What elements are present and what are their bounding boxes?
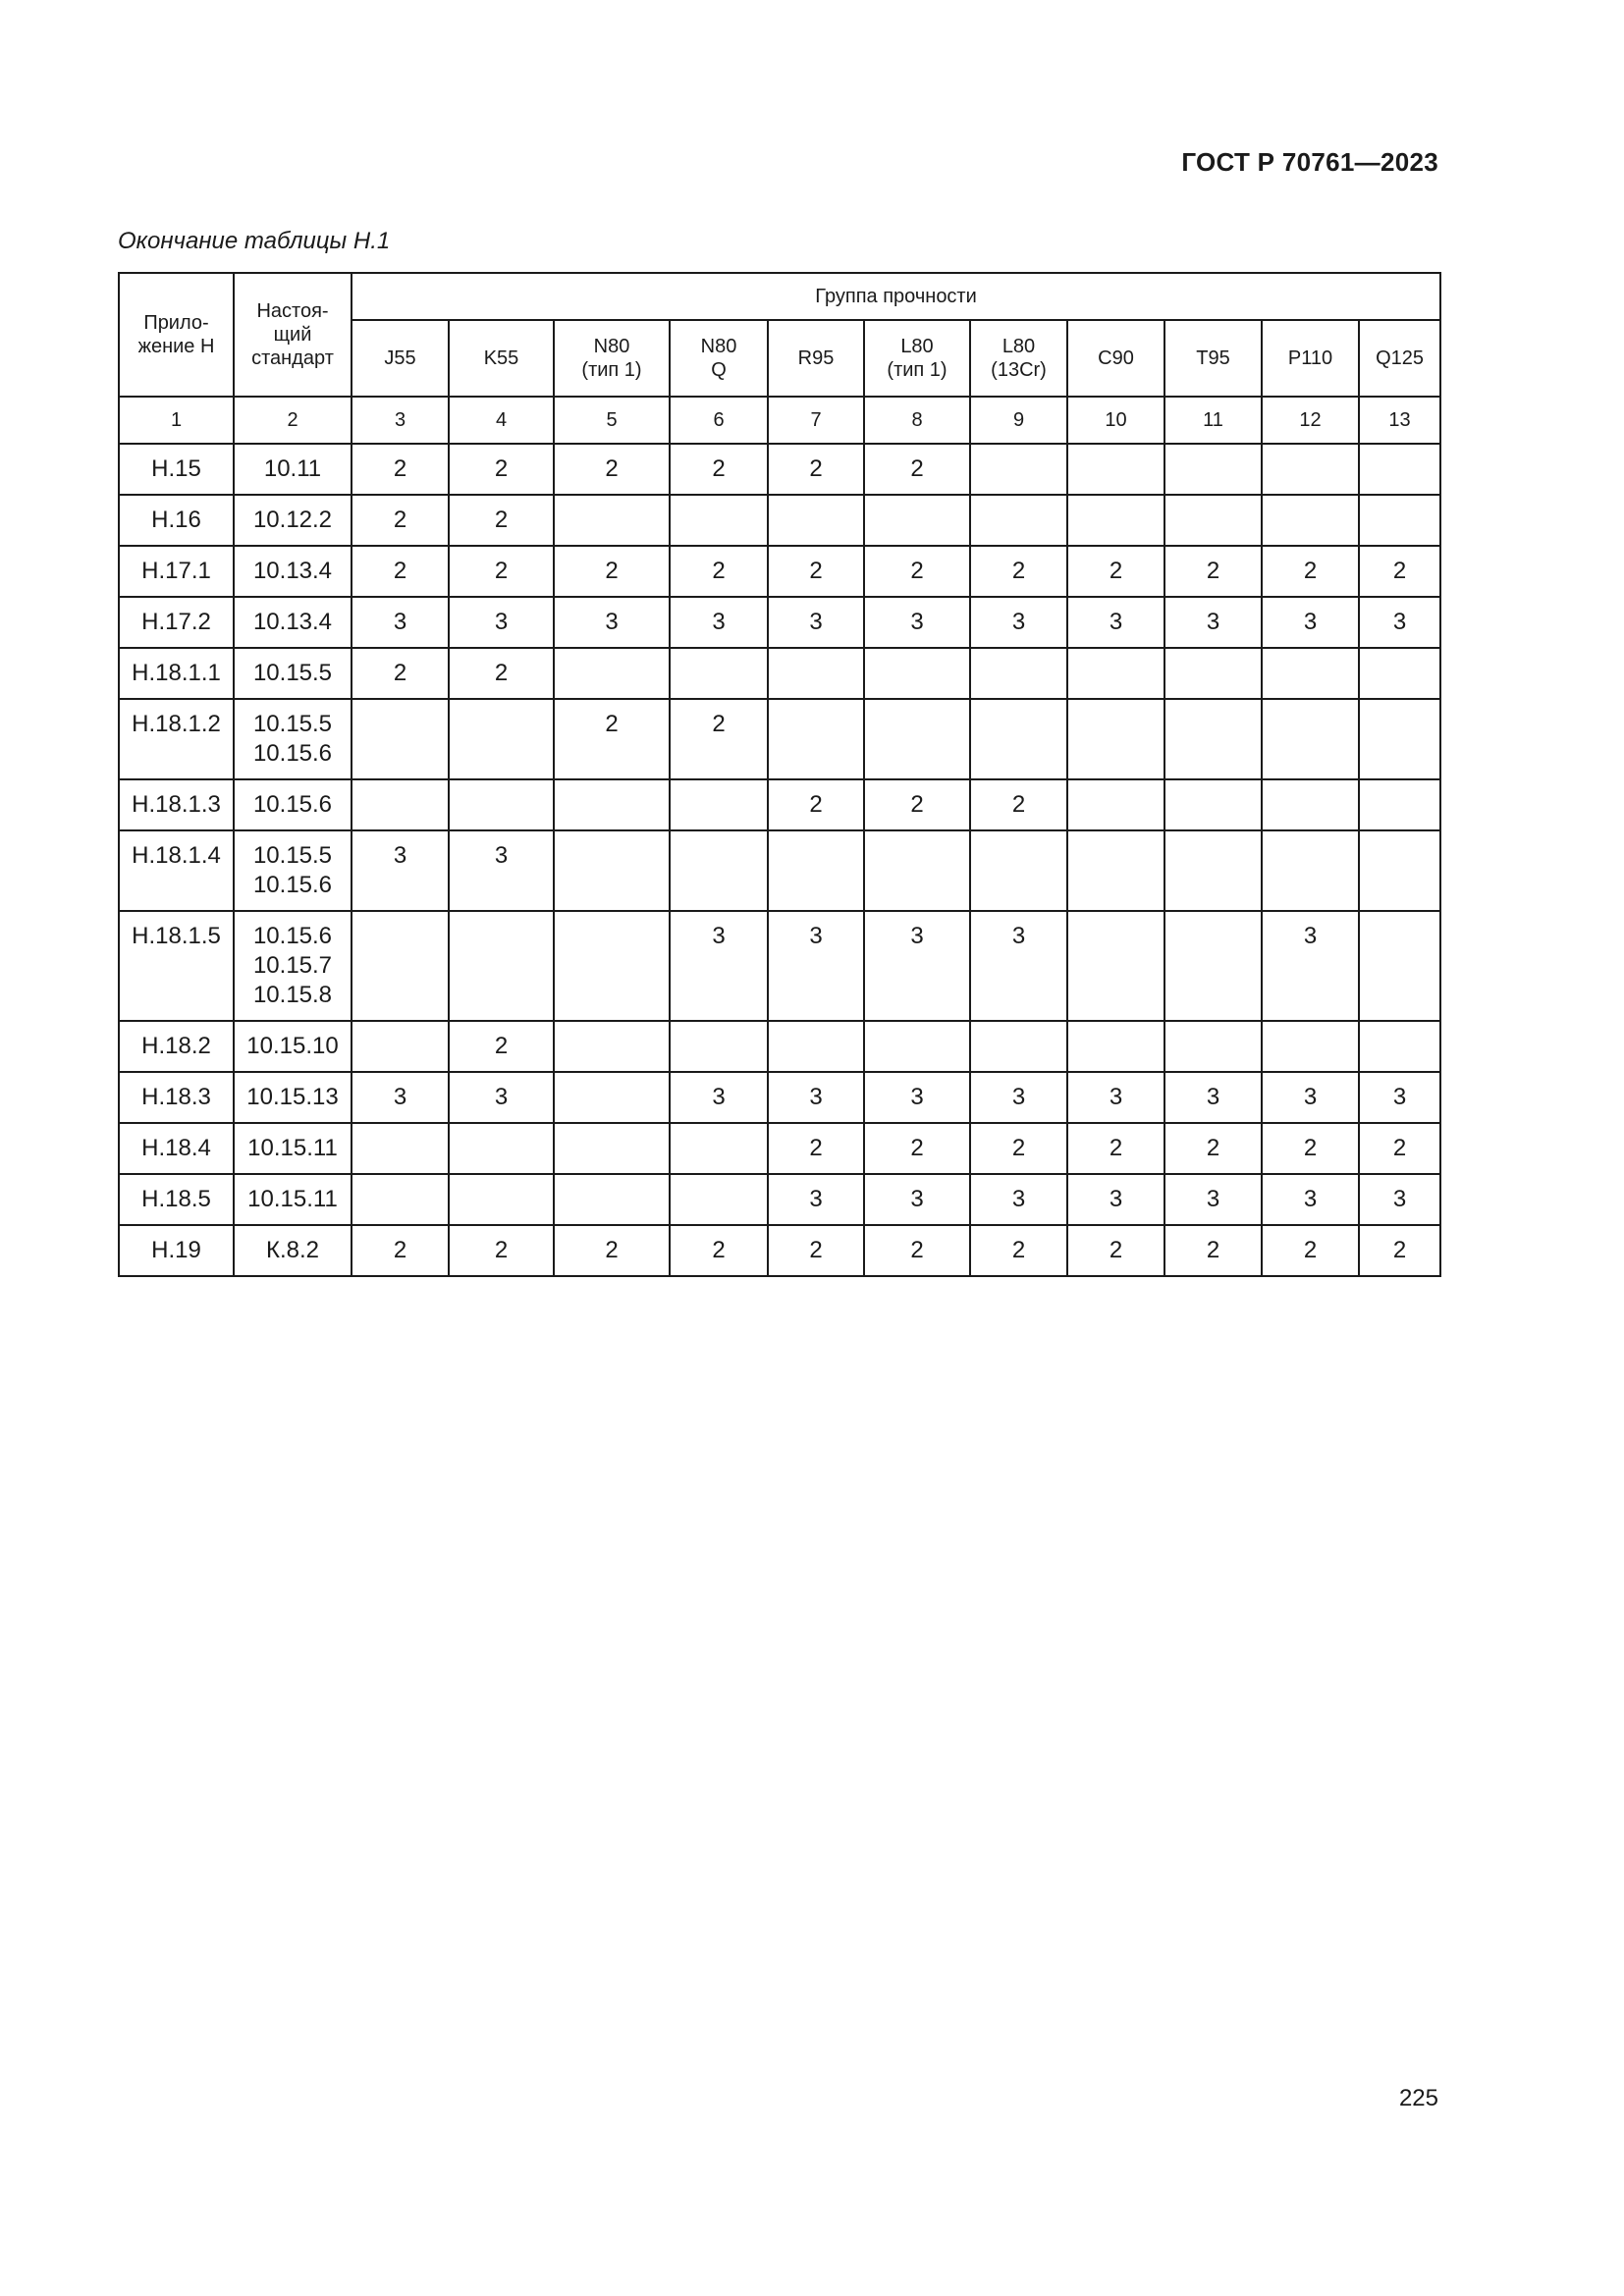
annex-cell: Н.18.1.3	[119, 779, 234, 830]
value-cell: 2	[352, 495, 449, 546]
value-cell	[768, 1021, 864, 1072]
value-cell: 3	[768, 911, 864, 1021]
value-cell	[554, 779, 670, 830]
annex-cell: Н.18.2	[119, 1021, 234, 1072]
value-cell: 3	[1067, 1072, 1164, 1123]
annex-cell: Н.18.1.5	[119, 911, 234, 1021]
value-cell: 2	[1067, 1123, 1164, 1174]
value-cell: 3	[970, 1174, 1067, 1225]
clause-cell: 10.15.5 10.15.6	[234, 699, 352, 779]
value-cell	[670, 495, 768, 546]
table-row	[119, 648, 1440, 699]
value-cell	[554, 911, 670, 1021]
column-number: 6	[670, 397, 768, 444]
value-cell	[1262, 779, 1359, 830]
column-number: 10	[1067, 397, 1164, 444]
value-cell: 3	[970, 597, 1067, 648]
value-cell	[1359, 444, 1440, 495]
value-cell	[449, 779, 554, 830]
value-cell	[1067, 495, 1164, 546]
value-cell	[670, 830, 768, 911]
value-cell	[352, 1123, 449, 1174]
value-cell: 2	[449, 546, 554, 597]
value-cell: 2	[1262, 1225, 1359, 1276]
value-cell	[864, 1021, 970, 1072]
column-number: 11	[1164, 397, 1262, 444]
clause-cell: 10.15.6	[234, 779, 352, 830]
value-cell: 2	[864, 779, 970, 830]
value-cell: 2	[970, 1225, 1067, 1276]
header-grade: P110	[1262, 320, 1359, 397]
value-cell: 2	[768, 444, 864, 495]
table-row	[119, 1021, 1440, 1072]
value-cell: 2	[970, 546, 1067, 597]
column-number: 9	[970, 397, 1067, 444]
value-cell: 3	[670, 911, 768, 1021]
value-cell	[1067, 911, 1164, 1021]
value-cell: 3	[1067, 1174, 1164, 1225]
value-cell	[554, 1021, 670, 1072]
column-number: 8	[864, 397, 970, 444]
value-cell	[554, 1123, 670, 1174]
annex-cell: Н.15	[119, 444, 234, 495]
value-cell	[864, 648, 970, 699]
header-clause: Настоя- щий стандарт	[234, 273, 352, 397]
value-cell: 3	[1262, 597, 1359, 648]
value-cell: 2	[554, 444, 670, 495]
table-row	[119, 444, 1440, 495]
value-cell	[1164, 699, 1262, 779]
value-cell: 2	[1359, 1225, 1440, 1276]
value-cell: 2	[1262, 546, 1359, 597]
table-row	[119, 830, 1440, 911]
value-cell	[864, 830, 970, 911]
value-cell: 2	[970, 779, 1067, 830]
value-cell	[1164, 495, 1262, 546]
annex-cell: Н.18.1.1	[119, 648, 234, 699]
header-grade: L80 (тип 1)	[864, 320, 970, 397]
value-cell	[970, 1021, 1067, 1072]
value-cell: 3	[864, 911, 970, 1021]
header-grade: R95	[768, 320, 864, 397]
value-cell	[768, 495, 864, 546]
clause-cell: К.8.2	[234, 1225, 352, 1276]
annex-cell: Н.18.1.2	[119, 699, 234, 779]
document-id: ГОСТ Р 70761—2023	[1181, 147, 1438, 177]
value-cell: 3	[1262, 1072, 1359, 1123]
clause-cell: 10.15.11	[234, 1174, 352, 1225]
value-cell	[1067, 1021, 1164, 1072]
clause-cell: 10.13.4	[234, 597, 352, 648]
value-cell: 2	[1164, 546, 1262, 597]
value-cell: 2	[352, 444, 449, 495]
table-row	[119, 1123, 1440, 1174]
page-number: 225	[1398, 2085, 1438, 2111]
value-cell: 3	[970, 911, 1067, 1021]
value-cell: 2	[768, 546, 864, 597]
table-row	[119, 1225, 1440, 1276]
annex-cell: Н.18.1.4	[119, 830, 234, 911]
value-cell	[864, 699, 970, 779]
value-cell	[1164, 911, 1262, 1021]
value-cell: 3	[864, 1174, 970, 1225]
value-cell	[970, 495, 1067, 546]
header-grade: N80 Q	[670, 320, 768, 397]
value-cell: 2	[554, 546, 670, 597]
value-cell: 2	[449, 648, 554, 699]
value-cell	[1262, 830, 1359, 911]
clause-cell: 10.13.4	[234, 546, 352, 597]
value-cell: 2	[768, 779, 864, 830]
value-cell: 3	[1262, 1174, 1359, 1225]
annex-cell: Н.18.5	[119, 1174, 234, 1225]
header-grade: J55	[352, 320, 449, 397]
value-cell: 2	[970, 1123, 1067, 1174]
column-number: 2	[234, 397, 352, 444]
value-cell	[768, 699, 864, 779]
value-cell	[1164, 648, 1262, 699]
table-header	[119, 273, 1440, 444]
clause-cell: 10.15.10	[234, 1021, 352, 1072]
value-cell	[449, 699, 554, 779]
value-cell	[1164, 779, 1262, 830]
value-cell	[1067, 779, 1164, 830]
value-cell	[554, 648, 670, 699]
value-cell	[670, 1123, 768, 1174]
column-number: 4	[449, 397, 554, 444]
value-cell	[768, 648, 864, 699]
value-cell	[864, 495, 970, 546]
value-cell: 3	[1359, 1072, 1440, 1123]
value-cell: 3	[768, 597, 864, 648]
value-cell	[1164, 830, 1262, 911]
value-cell	[449, 911, 554, 1021]
annex-cell: Н.18.4	[119, 1123, 234, 1174]
table-row	[119, 699, 1440, 779]
value-cell: 3	[352, 1072, 449, 1123]
value-cell: 3	[864, 1072, 970, 1123]
value-cell: 2	[864, 546, 970, 597]
table-row	[119, 495, 1440, 546]
header-grade: C90	[1067, 320, 1164, 397]
strength-group-table	[118, 272, 1441, 1277]
value-cell	[352, 699, 449, 779]
header-annex: Прило- жение Н	[119, 273, 234, 397]
value-cell: 2	[352, 1225, 449, 1276]
value-cell	[1067, 648, 1164, 699]
header-grade: T95	[1164, 320, 1262, 397]
value-cell	[970, 648, 1067, 699]
value-cell: 3	[1067, 597, 1164, 648]
value-cell	[1359, 495, 1440, 546]
value-cell: 3	[352, 830, 449, 911]
value-cell	[1359, 1021, 1440, 1072]
annex-cell: Н.19	[119, 1225, 234, 1276]
table-row	[119, 597, 1440, 648]
table-row	[119, 1072, 1440, 1123]
value-cell	[554, 1174, 670, 1225]
header-grade: Q125	[1359, 320, 1440, 397]
value-cell	[352, 1021, 449, 1072]
value-cell	[670, 648, 768, 699]
clause-cell: 10.15.13	[234, 1072, 352, 1123]
value-cell	[352, 779, 449, 830]
clause-cell: 10.11	[234, 444, 352, 495]
value-cell: 2	[449, 1225, 554, 1276]
value-cell: 3	[864, 597, 970, 648]
table-caption: Окончание таблицы Н.1	[118, 228, 391, 254]
value-cell	[1262, 1021, 1359, 1072]
value-cell: 2	[554, 1225, 670, 1276]
value-cell	[1262, 648, 1359, 699]
value-cell: 3	[1164, 1174, 1262, 1225]
value-cell: 2	[449, 444, 554, 495]
column-number: 3	[352, 397, 449, 444]
annex-cell: Н.16	[119, 495, 234, 546]
value-cell	[1359, 911, 1440, 1021]
value-cell: 3	[768, 1072, 864, 1123]
value-cell	[970, 699, 1067, 779]
value-cell: 3	[768, 1174, 864, 1225]
value-cell: 2	[670, 699, 768, 779]
value-cell: 3	[1359, 597, 1440, 648]
value-cell: 2	[449, 495, 554, 546]
column-number: 7	[768, 397, 864, 444]
value-cell: 3	[352, 597, 449, 648]
value-cell: 3	[1164, 1072, 1262, 1123]
table-body	[119, 444, 1440, 1276]
value-cell	[1262, 444, 1359, 495]
column-number: 1	[119, 397, 234, 444]
value-cell: 3	[1262, 911, 1359, 1021]
header-grade: K55	[449, 320, 554, 397]
value-cell: 3	[449, 597, 554, 648]
value-cell: 2	[864, 1123, 970, 1174]
value-cell: 3	[670, 1072, 768, 1123]
annex-cell: Н.18.3	[119, 1072, 234, 1123]
value-cell: 2	[670, 1225, 768, 1276]
value-cell: 3	[554, 597, 670, 648]
value-cell	[970, 830, 1067, 911]
value-cell	[449, 1174, 554, 1225]
value-cell: 3	[1359, 1174, 1440, 1225]
value-cell	[554, 830, 670, 911]
value-cell	[554, 1072, 670, 1123]
value-cell: 3	[1164, 597, 1262, 648]
clause-cell: 10.15.5	[234, 648, 352, 699]
value-cell	[670, 1021, 768, 1072]
value-cell: 2	[768, 1123, 864, 1174]
value-cell	[768, 830, 864, 911]
value-cell	[1164, 444, 1262, 495]
value-cell: 2	[1359, 546, 1440, 597]
value-cell	[1067, 830, 1164, 911]
value-cell	[1067, 444, 1164, 495]
value-cell: 3	[670, 597, 768, 648]
value-cell	[352, 911, 449, 1021]
value-cell	[449, 1123, 554, 1174]
table-row	[119, 911, 1440, 1021]
value-cell	[670, 779, 768, 830]
table-row	[119, 779, 1440, 830]
value-cell	[1359, 779, 1440, 830]
value-cell	[670, 1174, 768, 1225]
value-cell	[1359, 648, 1440, 699]
value-cell: 2	[554, 699, 670, 779]
table-row	[119, 546, 1440, 597]
value-cell: 2	[1067, 1225, 1164, 1276]
value-cell	[1359, 699, 1440, 779]
value-cell: 3	[970, 1072, 1067, 1123]
clause-cell: 10.12.2	[234, 495, 352, 546]
value-cell	[1262, 699, 1359, 779]
column-number: 13	[1359, 397, 1440, 444]
header-grade: N80 (тип 1)	[554, 320, 670, 397]
value-cell: 2	[864, 444, 970, 495]
value-cell: 2	[670, 444, 768, 495]
header-grade: L80 (13Cr)	[970, 320, 1067, 397]
value-cell: 2	[768, 1225, 864, 1276]
value-cell: 2	[1359, 1123, 1440, 1174]
value-cell: 2	[352, 648, 449, 699]
clause-cell: 10.15.5 10.15.6	[234, 830, 352, 911]
value-cell	[1164, 1021, 1262, 1072]
value-cell: 2	[352, 546, 449, 597]
column-number: 12	[1262, 397, 1359, 444]
value-cell: 2	[1067, 546, 1164, 597]
value-cell: 2	[449, 1021, 554, 1072]
value-cell: 2	[1164, 1225, 1262, 1276]
value-cell: 2	[1262, 1123, 1359, 1174]
value-cell	[1359, 830, 1440, 911]
annex-cell: Н.17.2	[119, 597, 234, 648]
value-cell	[554, 495, 670, 546]
table-row	[119, 1174, 1440, 1225]
clause-cell: 10.15.6 10.15.7 10.15.8	[234, 911, 352, 1021]
value-cell: 2	[864, 1225, 970, 1276]
annex-cell: Н.17.1	[119, 546, 234, 597]
value-cell	[1262, 495, 1359, 546]
value-cell	[352, 1174, 449, 1225]
clause-cell: 10.15.11	[234, 1123, 352, 1174]
value-cell: 3	[449, 830, 554, 911]
value-cell	[970, 444, 1067, 495]
header-strength-group: Группа прочности	[352, 273, 1440, 320]
value-cell	[1067, 699, 1164, 779]
value-cell: 2	[1164, 1123, 1262, 1174]
value-cell: 3	[449, 1072, 554, 1123]
column-number: 5	[554, 397, 670, 444]
value-cell: 2	[670, 546, 768, 597]
